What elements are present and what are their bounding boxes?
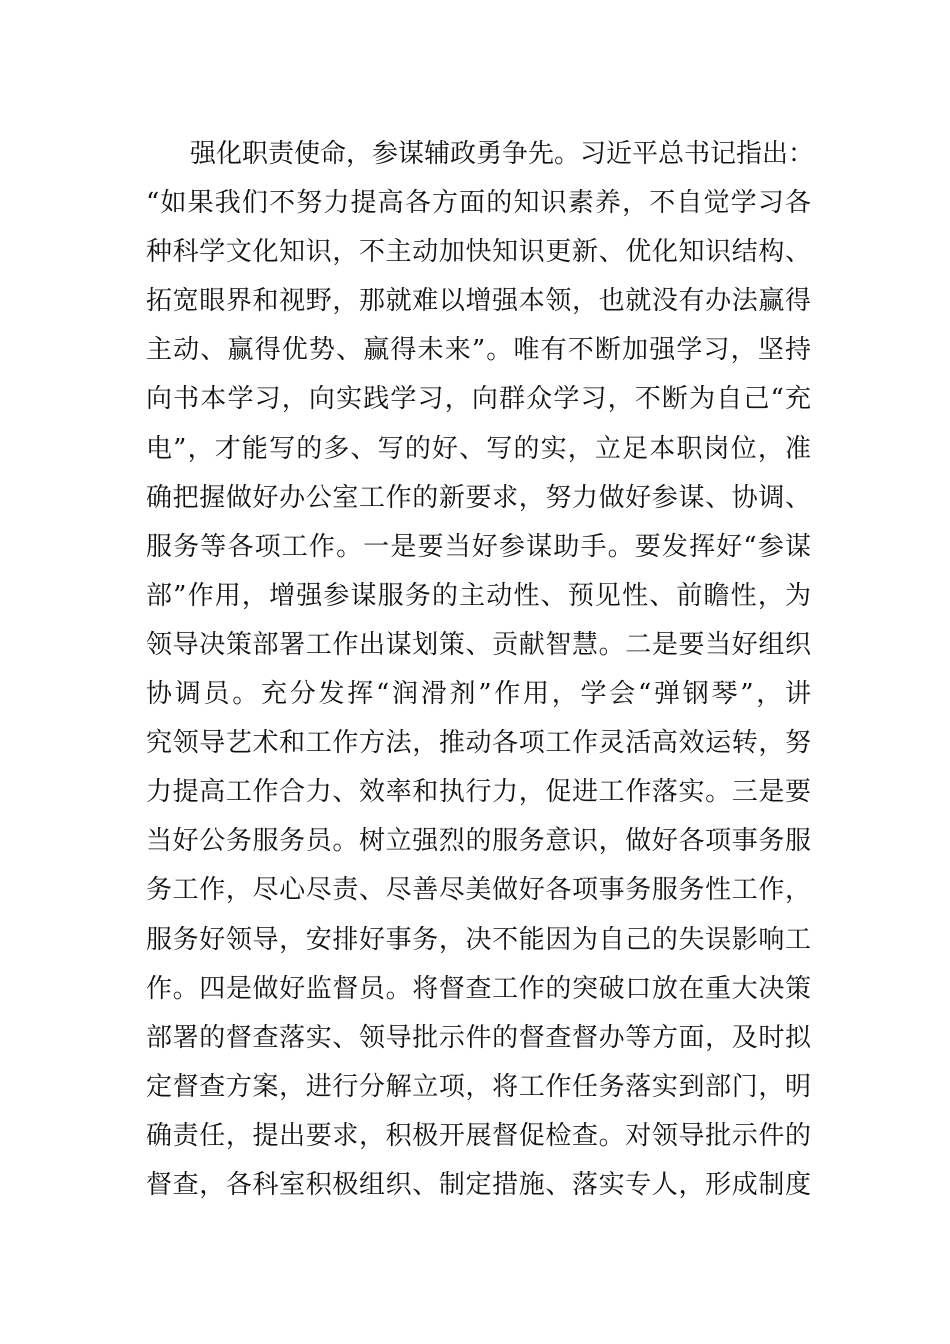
paragraph-line: 作。四是做好监督员。将督查工作的突破口放在重大决策 <box>146 973 811 1004</box>
paragraph-line: 强化职责使命，参谋辅政勇争先。习近平总书记指出： <box>190 139 815 169</box>
document-paragraph <box>146 130 815 1210</box>
paragraph-line: 领导决策部署工作出谋划策、贡献智慧。二是要当好组织 <box>146 629 811 660</box>
paragraph-line: 力提高工作合力、效率和执行力，促进工作落实。三是要 <box>146 777 811 808</box>
paragraph-line: 电”，才能写的多、写的好、写的实，立足本职岗位，准 <box>146 433 811 464</box>
paragraph-line: 拓宽眼界和视野，那就难以增强本领，也就没有办法赢得 <box>146 286 811 317</box>
paragraph-line: “如果我们不努力提高各方面的知识素养，不自觉学习各 <box>146 188 811 219</box>
paragraph-line: 部”作用，增强参谋服务的主动性、预见性、前瞻性，为 <box>146 580 811 611</box>
paragraph-line: 确责任，提出要求，积极开展督促检查。对领导批示件的 <box>146 1120 811 1151</box>
paragraph-line: 协调员。充分发挥“润滑剂”作用，学会“弹钢琴”，讲 <box>146 679 811 710</box>
paragraph-line: 定督查方案，进行分解立项，将工作任务落实到部门，明 <box>146 1071 811 1102</box>
paragraph-line: 服务好领导，安排好事务，决不能因为自己的失误影响工 <box>146 924 811 955</box>
paragraph-line: 向书本学习，向实践学习，向群众学习，不断为自己“充 <box>146 384 811 415</box>
paragraph-line: 种科学文化知识，不主动加快知识更新、优化知识结构、 <box>146 237 811 268</box>
paragraph-line: 究领导艺术和工作方法，推动各项工作灵活高效运转，努 <box>146 728 811 759</box>
paragraph-line: 务工作，尽心尽责、尽善尽美做好各项事务服务性工作， <box>146 875 811 906</box>
paragraph-line: 服务等各项工作。一是要当好参谋助手。要发挥好“参谋 <box>146 531 811 562</box>
paragraph-line: 主动、赢得优势、赢得未来”。唯有不断加强学习，坚持 <box>146 335 811 366</box>
paragraph-line: 确把握做好办公室工作的新要求，努力做好参谋、协调、 <box>146 482 811 513</box>
paragraph-line: 督查，各科室积极组织、制定措施、落实专人，形成制度 <box>146 1169 811 1200</box>
paragraph-line: 当好公务服务员。树立强烈的服务意识，做好各项事务服 <box>146 826 811 857</box>
paragraph-line: 部署的督查落实、领导批示件的督查督办等方面，及时拟 <box>146 1022 811 1053</box>
